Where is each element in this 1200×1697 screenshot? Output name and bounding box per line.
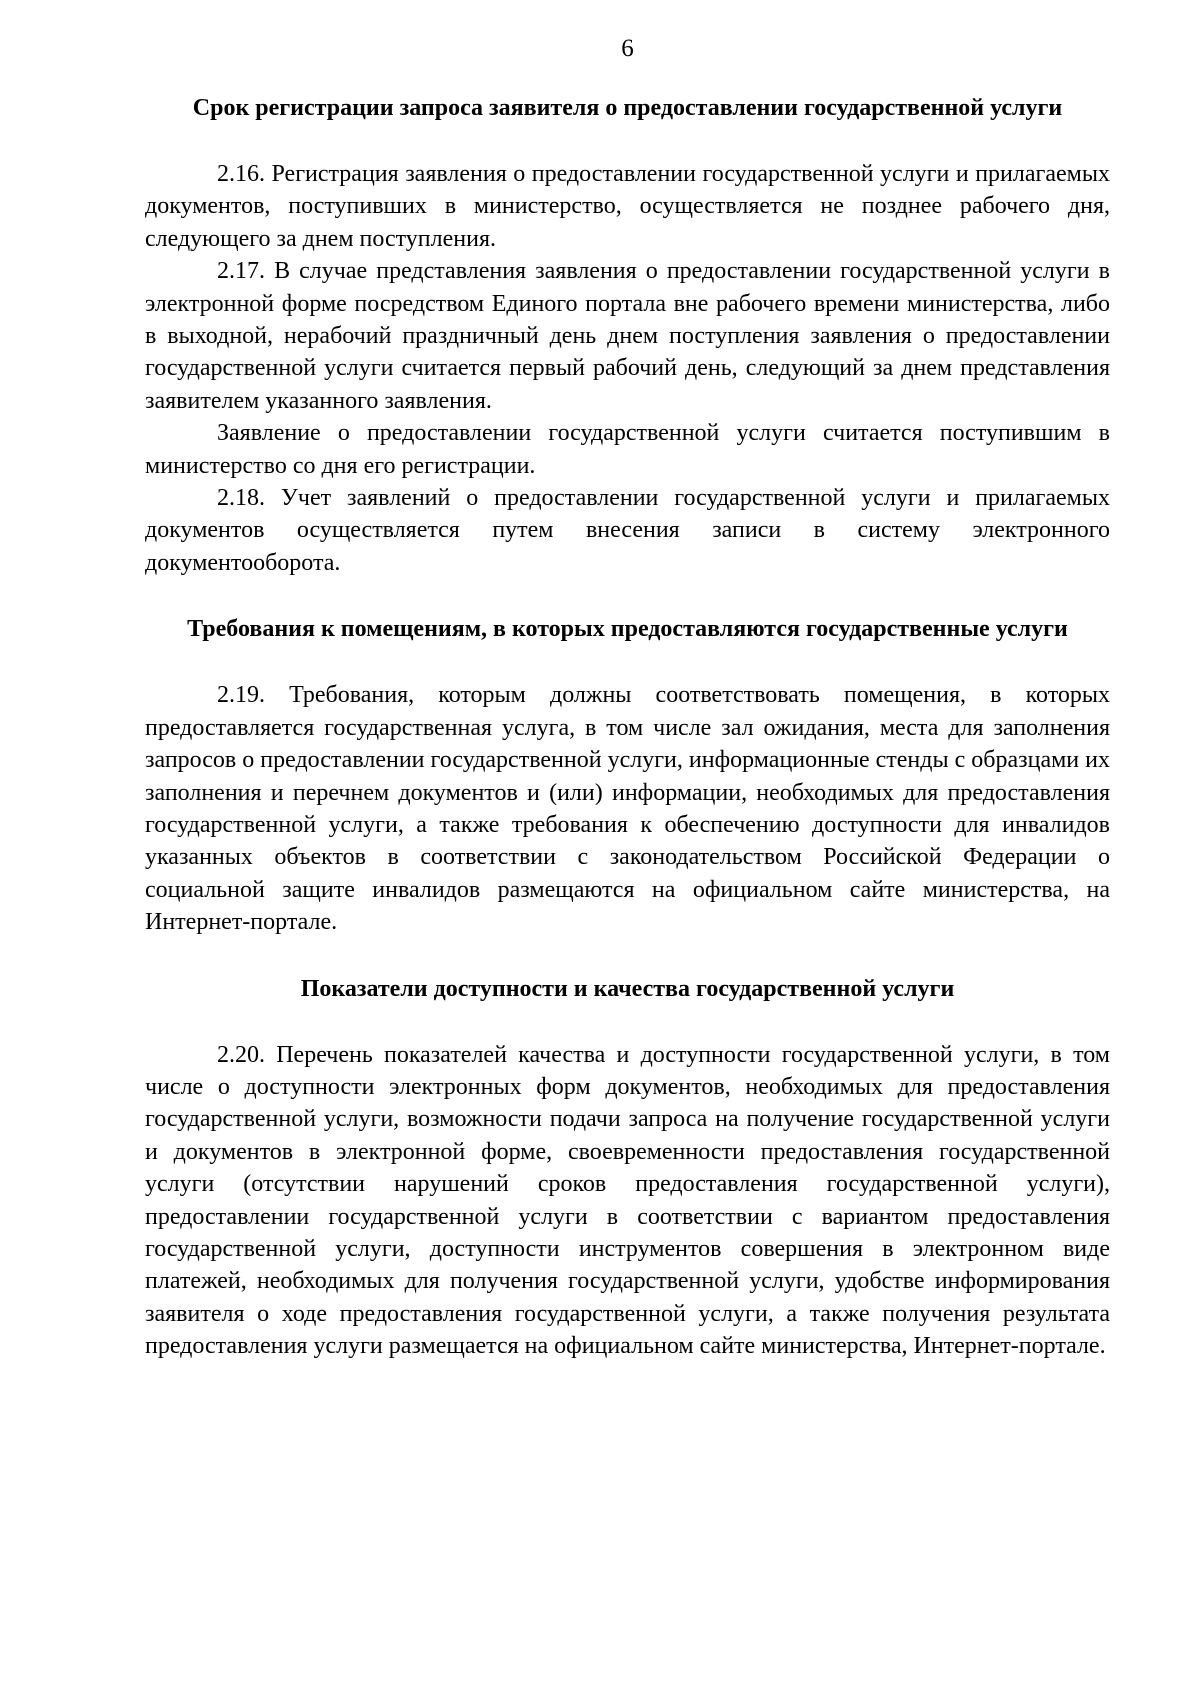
paragraph-2-19: 2.19. Требования, которым должны соответствовать помещения, в которых предоставляется государственная услуга, в том числе зал ожидания, места для заполнения запросов о предоставлении государственной услуги, информационные стенды с образцами их заполнения и перечнем документов и (или) информации, необходимых для предоставления государственной услуги, а также требования к обеспечению доступности для инвалидов указанных объектов в соответствии с законодательством Российской Федерации о социальной защите инвалидов размещаются на официальном сайте министерства, на Интернет-портале. xyxy=(145,682,1110,936)
section-title: Показатели доступности и качества государственной услуги xyxy=(300,975,955,1002)
section-premises-requirements xyxy=(145,613,1110,938)
paragraph-2-20: 2.20. Перечень показателей качества и доступности государственной услуги, в том числе о доступности электронных форм документов, необходимых для предоставления государственной услуги, возможности подачи запроса на получение государственной услуги и документов в электронной форме, своевременности предоставления государственной услуги (отсутствии нарушений сроков предоставления государственной услуги), предоставлении государственной услуги в соответствии с вариантом предоставления государственной услуги, доступности инструментов совершения в электронном виде платежей, необходимых для получения государственной услуги, удобстве информирования заявителя о ходе предоставления государственной услуги, а также получения результата предоставления услуги размещается на официальном сайте министерства, Интернет-портале. xyxy=(145,1041,1110,1360)
paragraph-2-16: 2.16. Регистрация заявления о предоставлении государственной услуги и прилагаемых документов, поступивших в министерство, осуществляется не позднее рабочего дня, следующего за днем поступления. xyxy=(145,161,1110,252)
paragraph-application-received: Заявление о предоставлении государственной услуги считается поступившим в министерство со дня его регистрации. xyxy=(145,420,1110,479)
section-gap xyxy=(145,579,1110,613)
section-quality-indicators xyxy=(145,973,1110,1363)
section-registration-term xyxy=(145,92,1110,579)
section-title: Срок регистрации запроса заявителя о предоставлении государственной услуги xyxy=(192,95,1063,121)
page-number: 6 xyxy=(621,35,634,62)
paragraph-2-18: 2.18. Учет заявлений о предоставлении государственной услуги и прилагаемых документов осуществляется путем внесения записи в систему электронного документооборота. xyxy=(145,485,1110,576)
paragraph-2-17: 2.17. В случае представления заявления о предоставлении государственной услуги в электронной форме посредством Единого портала вне рабочего времени министерства, либо в выходной, нерабочий праздничный день днем поступления заявления о предоставлении государственной услуги считается первый рабочий день, следующий за днем представления заявителем указанного заявления. xyxy=(145,258,1110,414)
section-title: Требования к помещениям, в которых предоставляются государственные услуги xyxy=(187,616,1068,643)
section-gap xyxy=(145,939,1110,973)
